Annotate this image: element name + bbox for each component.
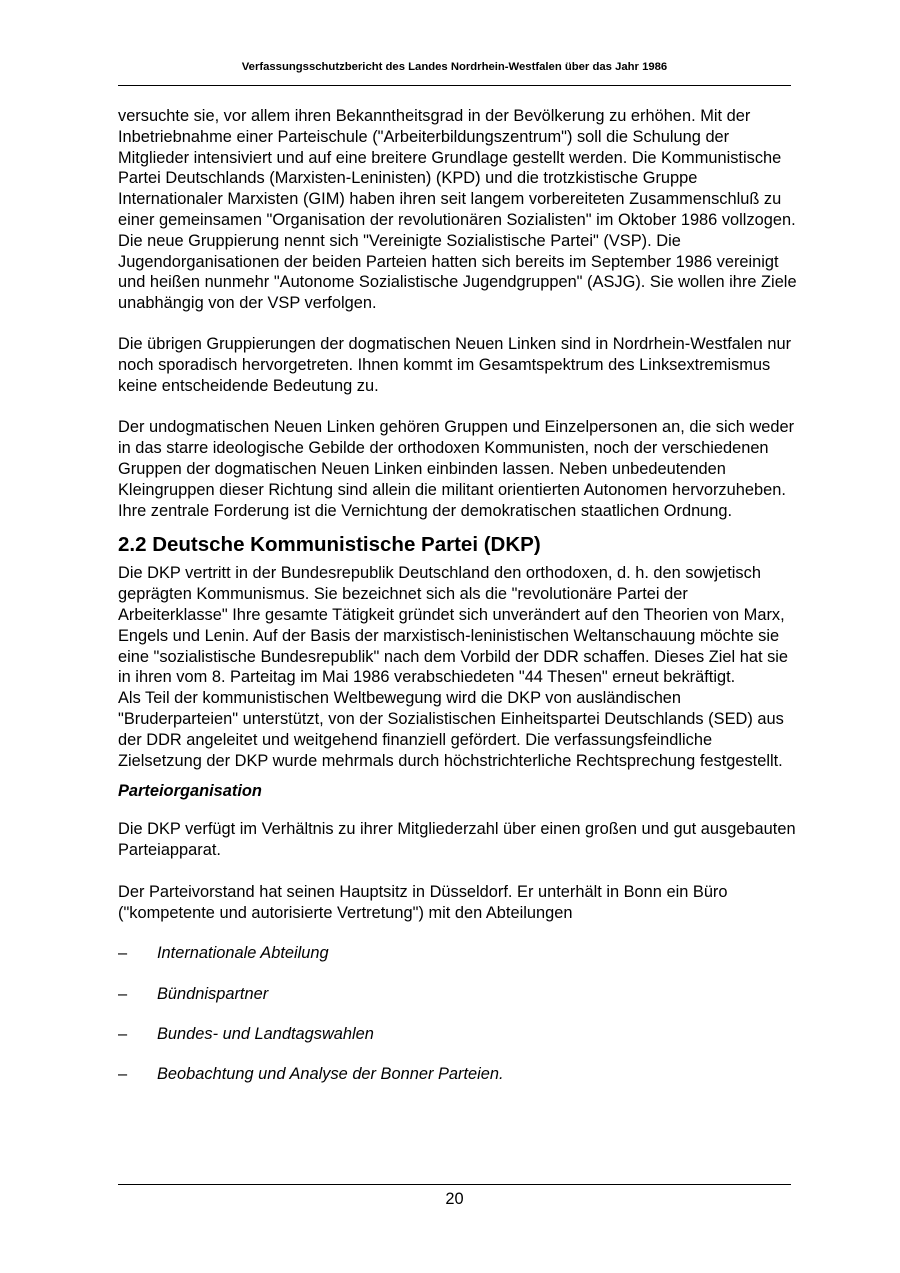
list-item-label: Bündnispartner [157,984,269,1003]
paragraph: Die übrigen Gruppierungen der dogmatischen Neuen Linken sind in Nordrhein-Westfalen nur noch sporadisch hervorgetreten. Ihnen kommt im Gesamtspektrum des Linksextremismus keine entscheidende Bedeutung zu. [118,334,792,395]
paragraph: Der undogmatischen Neuen Linken gehören Gruppen und Einzelpersonen an, die sich weder in das starre ideologische Gebilde der orthodoxen Kommunisten, noch der verschiedenen Gruppen der dogmatischen Neuen Linken einbinden lassen. Neben unbedeutenden Kleingruppen dieser Richtung sind allein die militant orientierten Autonomen hervorzuheben. Ihre zentrale Forderung ist die Vernichtung der demokratischen staatlichen Ordnung. [118,418,795,520]
dash-bullet: – [118,984,128,1003]
list-item [118,943,798,964]
list-item [118,984,798,1005]
dash-bullet: – [118,1065,128,1084]
paragraph: Als Teil der kommunistischen Weltbewegung wird die DKP von ausländischen "Bruderparteien" unterstützt, von der Sozialistischen Einheitspartei Deutschlands (SED) aus der DDR angeleitet und weitgehend finanziell gefördert. Die verfassungsfeindliche Zielsetzung der DKP wurde mehrmals durch höchstrichterliche Rechtsprechung festgestellt. [118,689,784,770]
list-item [118,1064,798,1085]
dash-bullet: – [118,944,128,963]
paragraph: versuchte sie, vor allem ihren Bekanntheitsgrad in der Bevölkerung zu erhöhen. Mit der Inbetriebnahme einer Parteischule ("Arbeiterbildungszentrum") soll die Schulung der Mitglieder intensiviert und auf eine breitere Grundlage gestellt werden. Die Kommunistische Partei Deutschlands (Marxisten-Leninisten) (KPD) und die trotzkistische Gruppe Internationaler Marxisten (GIM) haben ihren seit langem vorbereiteten Zusammenschluß zu einer gemeinsamen "Organisation der revolutionären Sozialisten" im Oktober 1986 vollzogen. Die neue Gruppierung nennt sich "Vereinigte Sozialistische Partei" (VSP). Die Jugendorganisationen der beiden Parteien hatten sich bereits im September 1986 vereinigt und heißen nunmehr "Autonome Sozialistische Jugendgruppen" (ASJG). Sie wollen ihre Ziele unabhängig von der VSP verfolgen. [118,107,797,313]
list-item [118,1024,798,1045]
department-list [118,943,798,1085]
page-body [118,106,798,1104]
section-heading: 2.2 Deutsche Kommunistische Partei (DKP) [118,533,541,557]
running-header: Verfassungsschutzbericht des Landes Nordrhein-Westfalen über das Jahr 1986 [241,61,668,73]
list-item-label: Bundes- und Landtagswahlen [157,1024,374,1043]
header-divider [118,85,791,86]
page-number: 20 [445,1190,464,1208]
dash-bullet: – [118,1024,128,1043]
list-item-label: Beobachtung und Analyse der Bonner Parteien. [157,1065,504,1084]
paragraph: Die DKP verfügt im Verhältnis zu ihrer Mitgliederzahl über einen großen und gut ausgebauten Parteiapparat. [118,820,796,859]
footer-divider [118,1184,791,1185]
list-item-label: Internationale Abteilung [157,944,329,963]
paragraph: Die DKP vertritt in der Bundesrepublik Deutschland den orthodoxen, d. h. den sowjetisch geprägten Kommunismus. Sie bezeichnet sich als die "revolutionäre Partei der Arbeiterklasse" Ihre gesamte Tätigkeit gründet sich unverändert auf den Theorien von Marx, Engels und Lenin. Auf der Basis der marxistisch-leninistischen Weltanschauung möchte sie eine "sozialistische Bundesrepublik" nach dem Vorbild der DDR schaffen. Dieses Ziel hat sie in ihren vom 8. Parteitag im Mai 1986 verabschiedeten "44 Thesen" erneut bekräftigt. [118,564,789,687]
paragraph: Der Parteivorstand hat seinen Hauptsitz in Düsseldorf. Er unterhält in Bonn ein Büro ("kompetente und autorisierte Vertretung") mit den Abteilungen [118,882,728,922]
subheading: Parteiorganisation [118,782,262,801]
